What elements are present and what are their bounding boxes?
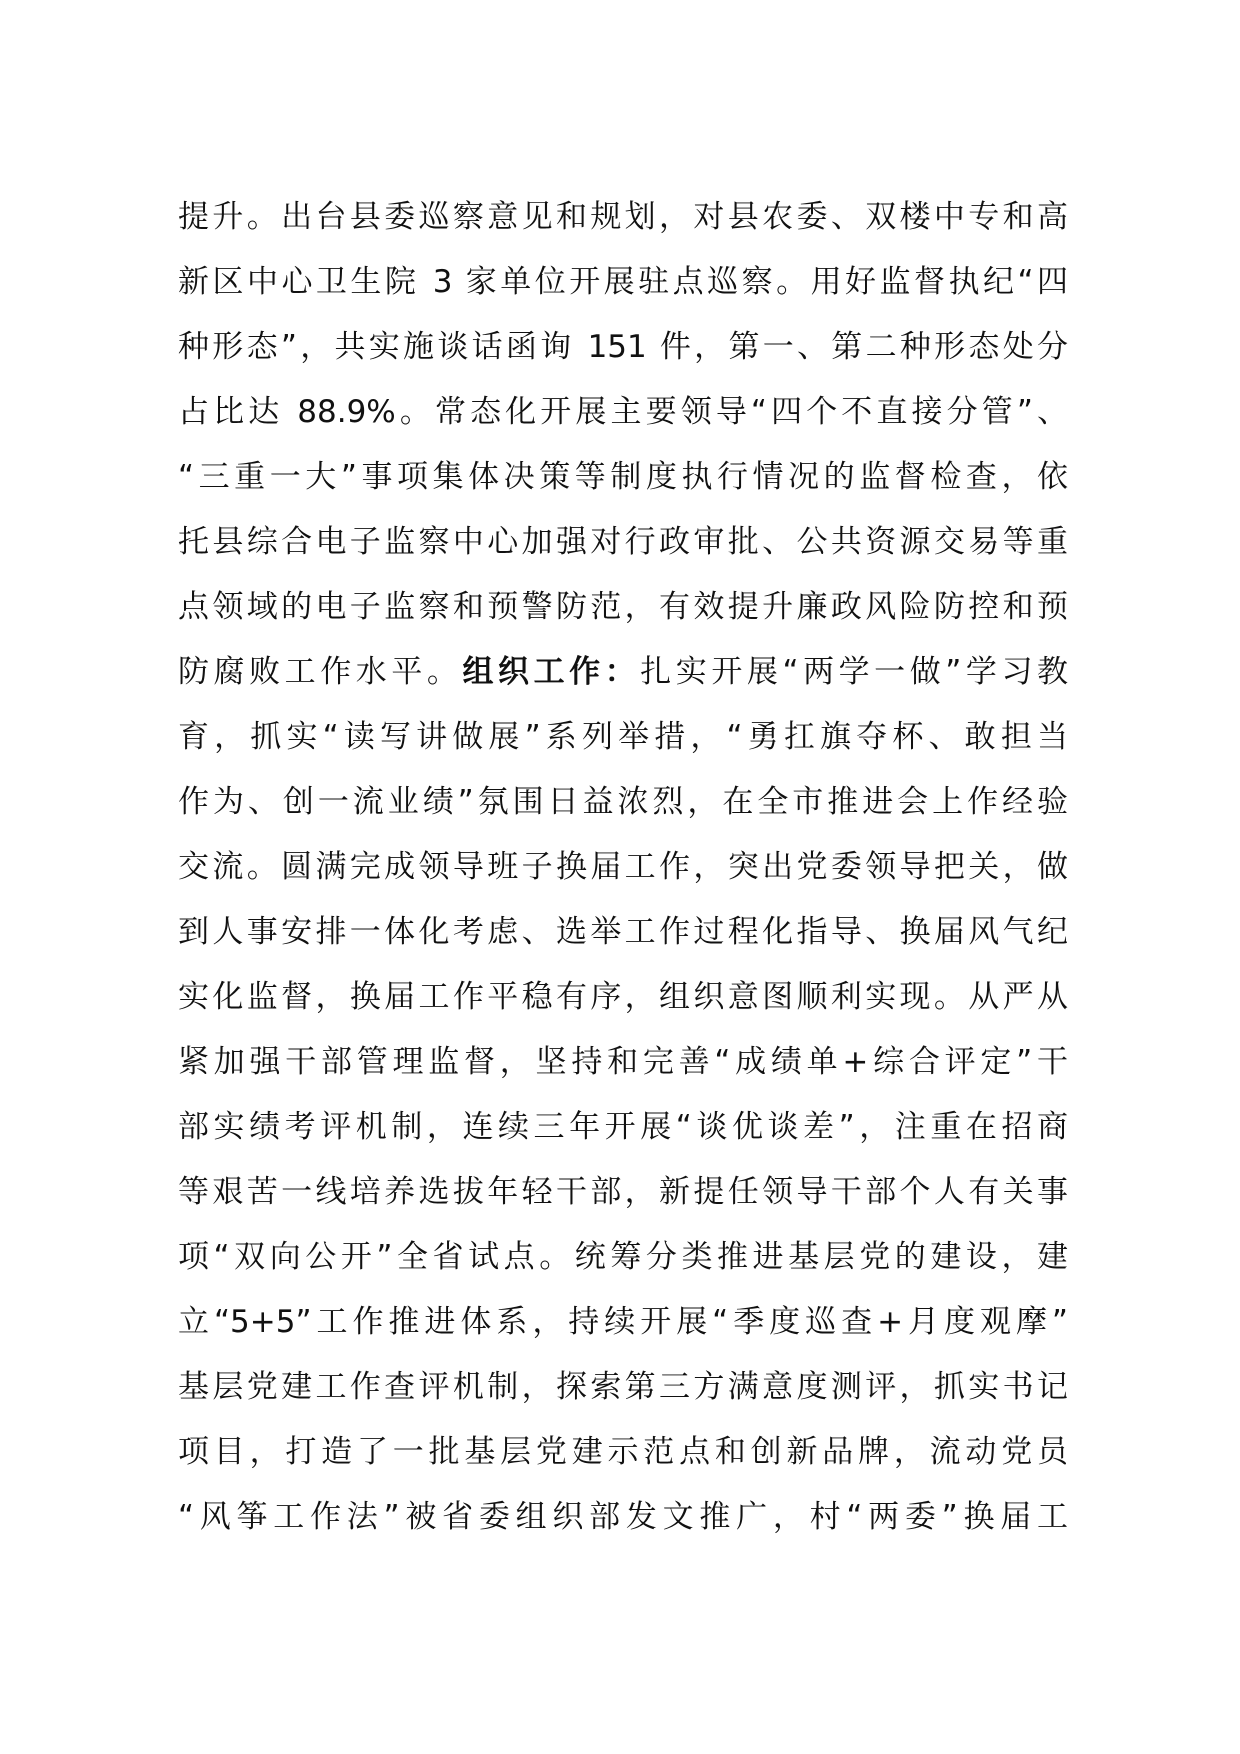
text-line-14: 紧加强干部管理监督，坚持和完善“成绩单+综合评定”干: [178, 1044, 1068, 1080]
text-line-17: 项“双向公开”全省试点。统筹分类推进基层党的建设，建: [178, 1239, 1068, 1275]
text-line-5: “三重一大”事项集体决策等制度执行情况的监督检查，依: [178, 459, 1068, 495]
text-line-8-end: 扎实开展“两学一做”学习教: [640, 654, 1068, 690]
text-line-12: 到人事安排一体化考虑、选举工作过程化指导、换届风气纪: [178, 914, 1068, 950]
text-line-21: “风筝工作法”被省委组织部发文推广，村“两委”换届工: [178, 1499, 1068, 1535]
text-line-15: 部实绩考评机制，连续三年开展“谈优谈差”，注重在招商: [178, 1109, 1068, 1145]
text-line-13: 实化监督，换届工作平稳有序，组织意图顺利实现。从严从: [178, 979, 1068, 1015]
text-line-6: 托县综合电子监察中心加强对行政审批、公共资源交易等重: [178, 524, 1068, 560]
text-line-1: 提升。出台县委巡察意见和规划，对县农委、双楼中专和高: [178, 199, 1068, 235]
text-line-3: 种形态”，共实施谈话函询 151 件，第一、第二种形态处分: [178, 329, 1068, 365]
body-paragraph: [178, 185, 1068, 1550]
text-line-2: 新区中心卫生院 3 家单位开展驻点巡察。用好监督执纪“四: [178, 264, 1068, 300]
text-line-10: 作为、创一流业绩”氛围日益浓烈，在全市推进会上作经验: [178, 784, 1068, 820]
text-line-9: 育，抓实“读写讲做展”系列举措，“勇扛旗夺杯、敢担当: [178, 719, 1068, 755]
text-line-18: 立“5+5”工作推进体系，持续开展“季度巡查+月度观摩”: [178, 1304, 1068, 1340]
text-line-16: 等艰苦一线培养选拔年轻干部，新提任领导干部个人有关事: [178, 1174, 1068, 1210]
text-line-19: 基层党建工作查评机制，探索第三方满意度测评，抓实书记: [178, 1369, 1068, 1405]
text-line-8-start: 防腐败工作水平。: [178, 654, 463, 690]
text-line-11: 交流。圆满完成领导班子换届工作，突出党委领导把关，做: [178, 849, 1068, 885]
section-label-organization-work: 组织工作：: [462, 654, 641, 690]
text-line-8: [178, 640, 1068, 705]
text-line-7: 点领域的电子监察和预警防范，有效提升廉政风险防控和预: [178, 589, 1068, 625]
text-line-4: 占比达 88.9%。常态化开展主要领导“四个不直接分管”、: [178, 394, 1068, 430]
text-line-20: 项目，打造了一批基层党建示范点和创新品牌，流动党员: [178, 1434, 1068, 1470]
